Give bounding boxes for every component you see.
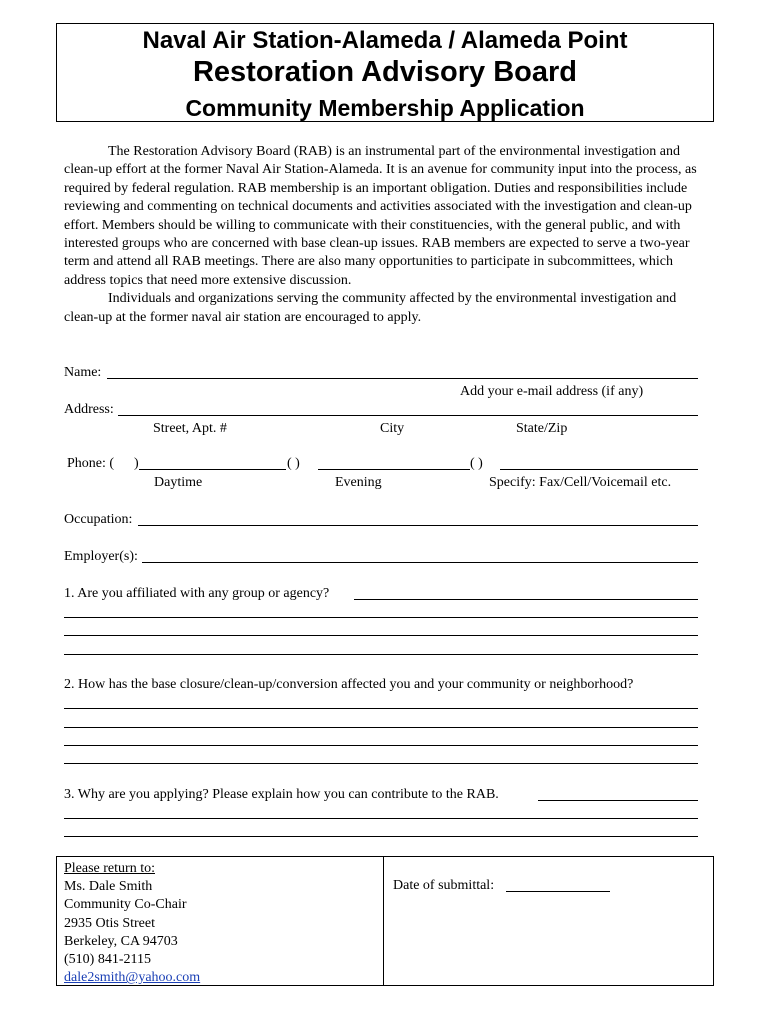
- employer-field[interactable]: [142, 562, 698, 563]
- return-street: 2935 Otis Street: [64, 915, 155, 931]
- email-hint: Add your e-mail address (if any): [460, 384, 644, 399]
- return-email-link[interactable]: dale2smith@yahoo.com: [64, 970, 201, 986]
- daytime-hint: Daytime: [154, 475, 203, 490]
- intro-paragraph-2: Individuals and organizations serving the community affected by the environmental investigation and clean-up at the former naval air station are encouraged to apply.: [64, 291, 677, 325]
- intro-paragraph-1: The Restoration Advisory Board (RAB) is an instrumental part of the environmental investigation and clean-up effort at the former Naval Air Station-Alameda. It is an avenue for community input into the process, as required by federal regulation. RAB membership is an important obligation. Duties and responsibilities include reviewing and commenting on technical documents and activities associated with the investigation and clean-up effort. Members should be willing to communicate with their constituencies, with the general public, and with interested groups who are concerned with base clean-up issues. RAB members are expected to serve a two-year term and attend all RAB meetings. There are also many opportunities to participate in subcommittees, which address topics that need more extensive discussion.: [64, 144, 697, 288]
- phone-other-field[interactable]: [500, 469, 698, 470]
- q1-answer-line[interactable]: [354, 599, 698, 600]
- evening-hint: Evening: [335, 475, 382, 490]
- header-line-1: Naval Air Station-Alameda / Alameda Point: [142, 27, 628, 54]
- return-box-divider: [383, 857, 384, 985]
- return-city: Berkeley, CA 94703: [64, 933, 178, 949]
- q3-answer-line[interactable]: [538, 800, 698, 801]
- date-submittal-field[interactable]: [506, 891, 610, 892]
- header-title: Restoration Advisory Board: [192, 56, 578, 88]
- address-field[interactable]: [118, 415, 698, 416]
- phone-paren-close-1: ): [134, 456, 139, 471]
- q1-answer-line[interactable]: [64, 617, 698, 618]
- return-box: [56, 856, 714, 986]
- occupation-label: Occupation:: [64, 512, 133, 527]
- occupation-field[interactable]: [138, 525, 698, 526]
- return-name: Ms. Dale Smith: [64, 879, 153, 895]
- name-field[interactable]: [107, 378, 698, 379]
- city-hint: City: [380, 421, 405, 436]
- q3-answer-line[interactable]: [64, 836, 698, 837]
- q2-answer-line[interactable]: [64, 708, 698, 709]
- question-1: 1. Are you affiliated with any group or agency?: [64, 586, 330, 601]
- question-3: 3. Why are you applying? Please explain how you can contribute to the RAB.: [64, 787, 499, 802]
- employer-label: Employer(s):: [64, 549, 138, 564]
- intro-text: [64, 143, 706, 327]
- return-address: [64, 860, 200, 987]
- q1-answer-line[interactable]: [64, 654, 698, 655]
- specify-hint: Specify: Fax/Cell/Voicemail etc.: [489, 475, 672, 490]
- return-phone: (510) 841-2115: [64, 952, 151, 968]
- phone-evening-field[interactable]: [318, 469, 470, 470]
- phone-label: Phone: (: [67, 456, 115, 471]
- street-hint: Street, Apt. #: [153, 421, 227, 436]
- name-label: Name:: [64, 365, 102, 380]
- q1-answer-line[interactable]: [64, 635, 698, 636]
- q2-answer-line[interactable]: [64, 745, 698, 746]
- header-box: [56, 23, 714, 122]
- return-title: Community Co-Chair: [64, 897, 187, 913]
- address-label: Address:: [64, 402, 114, 417]
- q2-answer-line[interactable]: [64, 727, 698, 728]
- phone-paren-pair-2: ( ): [287, 456, 300, 471]
- q3-answer-line[interactable]: [64, 818, 698, 819]
- phone-paren-pair-3: ( ): [470, 456, 483, 471]
- phone-daytime-field[interactable]: [139, 469, 286, 470]
- question-2: 2. How has the base closure/clean-up/conversion affected you and your community or neighborhood?: [64, 677, 634, 692]
- q2-answer-line[interactable]: [64, 763, 698, 764]
- header-subtitle: Community Membership Application: [185, 95, 585, 121]
- return-heading: Please return to:: [64, 861, 155, 876]
- statezip-hint: State/Zip: [516, 421, 568, 436]
- date-submittal-label: Date of submittal:: [393, 878, 495, 893]
